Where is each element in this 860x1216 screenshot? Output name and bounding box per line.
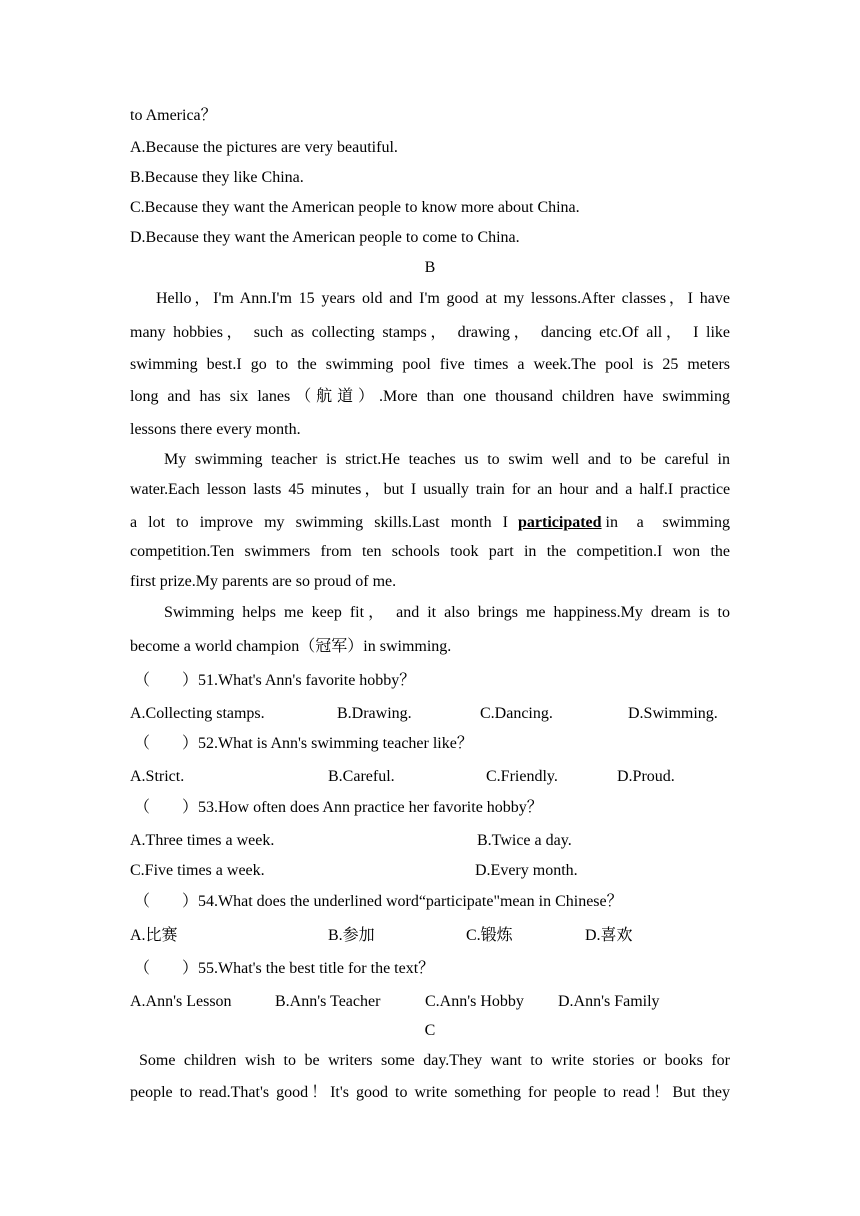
text-line: lessons there every month. [130,421,301,438]
answer-option-c: C.锻炼 [466,927,513,944]
text-line: competition.Ten swimmers from ten schools took part in the competition.I won the [130,543,730,560]
answer-option-c: C.Dancing. [480,705,553,722]
passage-a-continued-line: to America？ [130,107,217,124]
text-line: become a world champion（冠军）in swimming. [130,638,452,655]
text-line-with-underlined-word [130,513,730,533]
question-stem: （ ）51.What's Ann's favorite hobby？ [134,672,416,689]
answer-option-d: D.Proud. [617,768,675,785]
option-d: D.Because they want the American people to come to China. [130,229,520,246]
answer-option-c: C.Five times a week. [130,862,265,879]
answer-option-b: B.Drawing. [337,705,412,722]
answer-option-c: C.Ann's Hobby [425,993,524,1010]
question-stem: （ ）53.How often does Ann practice her favorite hobby？ [134,799,543,816]
answer-option-a: A.Ann's Lesson [130,993,232,1010]
answer-option-b: B.Ann's Teacher [275,993,381,1010]
text-line: long and has six lanes（航道）.More than one thousand children have swimming [130,388,730,405]
option-c: C.Because they want the American people to know more about China. [130,199,580,216]
answer-option-a: A.Collecting stamps. [130,705,265,722]
option-a: A.Because the pictures are very beautiful. [130,139,398,156]
answer-option-b: B.Twice a day. [477,832,572,849]
answer-option-d: D.喜欢 [585,927,633,944]
text-line: My swimming teacher is strict.He teaches us to swim well and to be careful in [164,451,730,468]
text-segment: in a swimming [605,514,730,531]
answer-option-c: C.Friendly. [486,768,558,785]
text-line: Hello，I'm Ann.I'm 15 years old and I'm good at my lessons.After classes，I have [156,290,730,307]
text-line: first prize.My parents are so proud of me. [130,573,397,590]
answer-option-a: A.Three times a week. [130,832,275,849]
text-line: swimming best.I go to the swimming pool five times a week.The pool is 25 meters [130,356,730,373]
underlined-word: participated [518,514,602,531]
text-line: Some children wish to be writers some day.They want to write stories or books for [139,1052,730,1069]
option-b: B.Because they like China. [130,169,304,186]
section-b-heading: B [424,259,436,276]
answer-option-d: D.Ann's Family [558,993,660,1010]
question-stem: （ ）55.What's the best title for the text？ [134,960,435,977]
question-stem: （ ）54.What does the underlined word“participate"mean in Chinese？ [134,893,623,910]
section-c-heading: C [424,1022,436,1039]
answer-option-d: D.Every month. [475,862,578,879]
answer-option-b: B.Careful. [328,768,395,785]
text-line: people to read.That's good！It's good to write something for people to read！But they [130,1084,730,1101]
text-line: many hobbies， such as collecting stamps， drawing， dancing etc.Of all， I like [130,324,730,341]
text-line: Swimming helps me keep fit， and it also brings me happiness.My dream is to [164,604,730,621]
question-stem: （ ）52.What is Ann's swimming teacher like？ [134,735,473,752]
answer-option-b: B.参加 [328,927,375,944]
answer-option-d: D.Swimming. [628,705,718,722]
answer-option-a: A.比赛 [130,927,178,944]
answer-option-a: A.Strict. [130,768,185,785]
text-segment: a lot to improve my swimming skills.Last month I [130,514,508,531]
text-line: water.Each lesson lasts 45 minutes，but I usually train for an hour and a half.I practice [130,481,730,498]
